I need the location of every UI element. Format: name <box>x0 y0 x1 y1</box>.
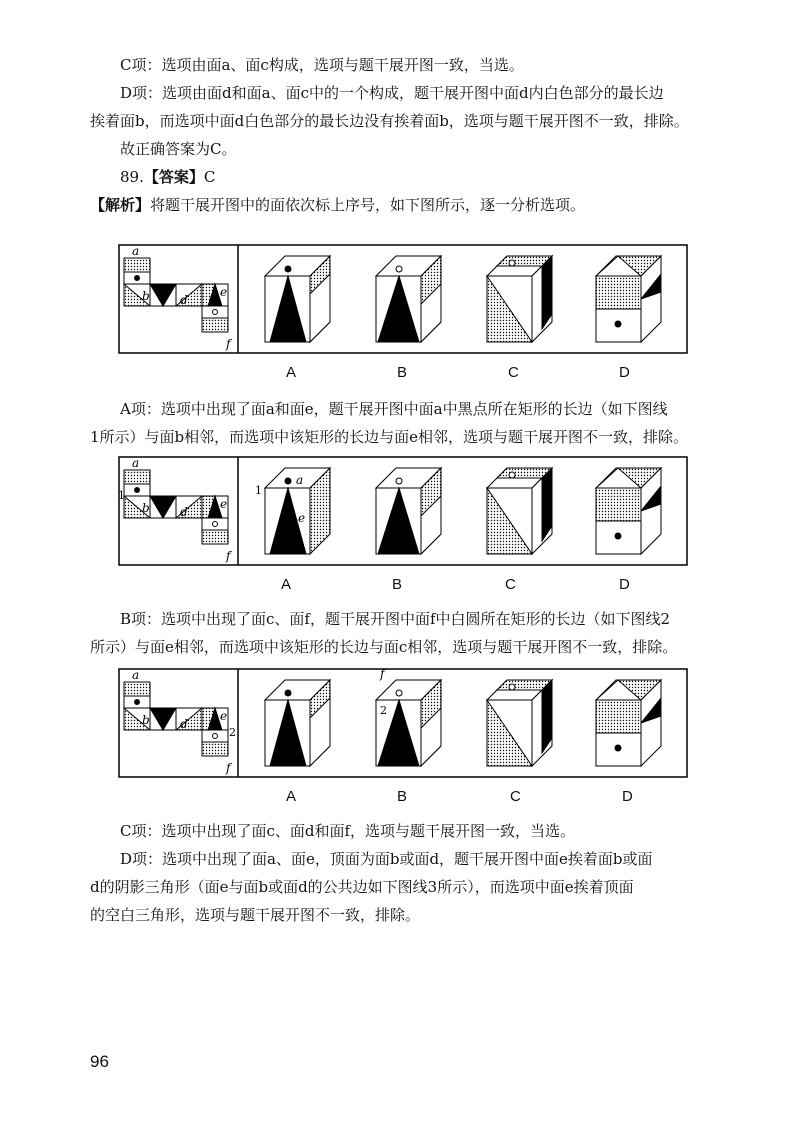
cube-option-b <box>376 680 441 766</box>
cube-option-c <box>487 680 552 766</box>
cube-a-face-a: a <box>296 473 304 487</box>
face-label-d: d <box>180 505 188 519</box>
option-label-b: B <box>397 788 408 805</box>
option-labels-1 <box>118 364 688 384</box>
q89-answer-line <box>90 164 730 190</box>
para-d-option-line1: D项：选项由面d和面a、面c中的一个构成，题干展开图中面d内白色部分的最长边 <box>120 84 664 102</box>
face-label-f: f <box>226 549 231 563</box>
face-label-b: b <box>142 289 150 303</box>
net-diagram <box>124 258 228 332</box>
q89-answer-value: C <box>203 168 216 186</box>
face-label-d: d <box>180 717 188 731</box>
face-label-e: e <box>220 709 228 723</box>
para-d-analysis-line3: 的空白三角形，选项与题干展开图不一致，排除。 <box>90 906 421 924</box>
page-number: 96 <box>90 1052 109 1071</box>
para-d-analysis-line1: D项：选项中出现了面a、面e，顶面为面b或面d，题干展开图中面e挨着面b或面 <box>120 850 653 868</box>
cube-option-a <box>265 680 330 766</box>
cube-option-c <box>487 256 552 342</box>
q89-answer-tag: 【答案】 <box>143 168 204 186</box>
para-b-analysis-line1: B项：选项中出现了面c、面f，题干展开图中面f中白圆所在矩形的长边（如下图线2 <box>120 610 671 628</box>
figure-3 <box>118 668 688 778</box>
para-b-analysis-line2: 所示）与面e相邻，而选项中该矩形的长边与面c相邻，选项与题干展开图不一致，排除。 <box>90 638 678 656</box>
figure-1 <box>118 244 688 354</box>
para-a-analysis-line1: A项：选项中出现了面a和面e，题干展开图中面a中黑点所在矩形的长边（如下图线 <box>120 400 668 418</box>
face-label-a: a <box>132 244 140 258</box>
option-labels-3 <box>118 788 688 808</box>
analysis-text: 将题干展开图中的面依次标上序号，如下图所示，逐一分析选项。 <box>150 196 586 214</box>
option-label-d: D <box>619 576 630 593</box>
para-d-analysis-line2: d的阴影三角形（面e与面b或面d的公共边如下图线3所示），而选项中面e挨着顶面 <box>90 878 634 896</box>
cube-a-line-1: 1 <box>255 484 262 497</box>
cube-b-face-f: f <box>380 668 385 681</box>
cube-option-c <box>487 468 552 554</box>
cube-b-line-2: 2 <box>380 704 387 717</box>
para-d-option-line2: 挨着面b，而选项中面d白色部分的最长边没有挨着面b，选项与题干展开图不一致，排除。 <box>90 112 689 130</box>
cube-option-d <box>596 256 661 342</box>
para-answer-summary: 故正确答案为C。 <box>120 140 237 158</box>
option-label-c: C <box>505 576 516 593</box>
option-label-d: D <box>622 788 633 805</box>
face-label-e: e <box>220 497 228 511</box>
option-label-b: B <box>397 364 408 381</box>
line-2-label: 2 <box>229 726 236 739</box>
face-label-e: e <box>220 285 228 299</box>
option-labels-2 <box>118 576 688 596</box>
line-1-label: 1 <box>118 489 125 502</box>
option-label-c: C <box>508 364 519 381</box>
cube-option-d <box>596 468 661 554</box>
figure-2 <box>118 456 688 566</box>
face-label-b: b <box>142 713 150 727</box>
analysis-line <box>90 192 730 218</box>
option-label-a: A <box>281 576 292 593</box>
face-label-a: a <box>132 668 140 682</box>
option-label-a: A <box>286 364 297 381</box>
cube-option-b <box>376 468 441 554</box>
option-label-b: B <box>392 576 403 593</box>
face-label-b: b <box>142 501 150 515</box>
face-label-a: a <box>132 456 140 470</box>
face-label-f: f <box>226 761 231 775</box>
para-c-option: C项：选项由面a、面c构成，选项与题干展开图一致，当选。 <box>120 56 524 74</box>
q89-number: 89. <box>120 168 144 186</box>
option-label-c: C <box>510 788 521 805</box>
cube-option-b <box>376 256 441 342</box>
analysis-tag: 【解析】 <box>90 196 151 214</box>
cube-option-a <box>265 256 330 342</box>
option-label-a: A <box>286 788 297 805</box>
face-label-d: d <box>180 293 188 307</box>
para-c-analysis: C项：选项中出现了面c、面d和面f，选项与题干展开图一致，当选。 <box>120 822 576 840</box>
cube-option-d <box>596 680 661 766</box>
face-label-f: f <box>226 337 231 351</box>
cube-a-face-e: e <box>298 511 306 525</box>
para-a-analysis-line2: 1所示）与面b相邻，而选项中该矩形的长边与面e相邻，选项与题干展开图不一致，排除。 <box>90 428 689 446</box>
option-label-d: D <box>619 364 630 381</box>
